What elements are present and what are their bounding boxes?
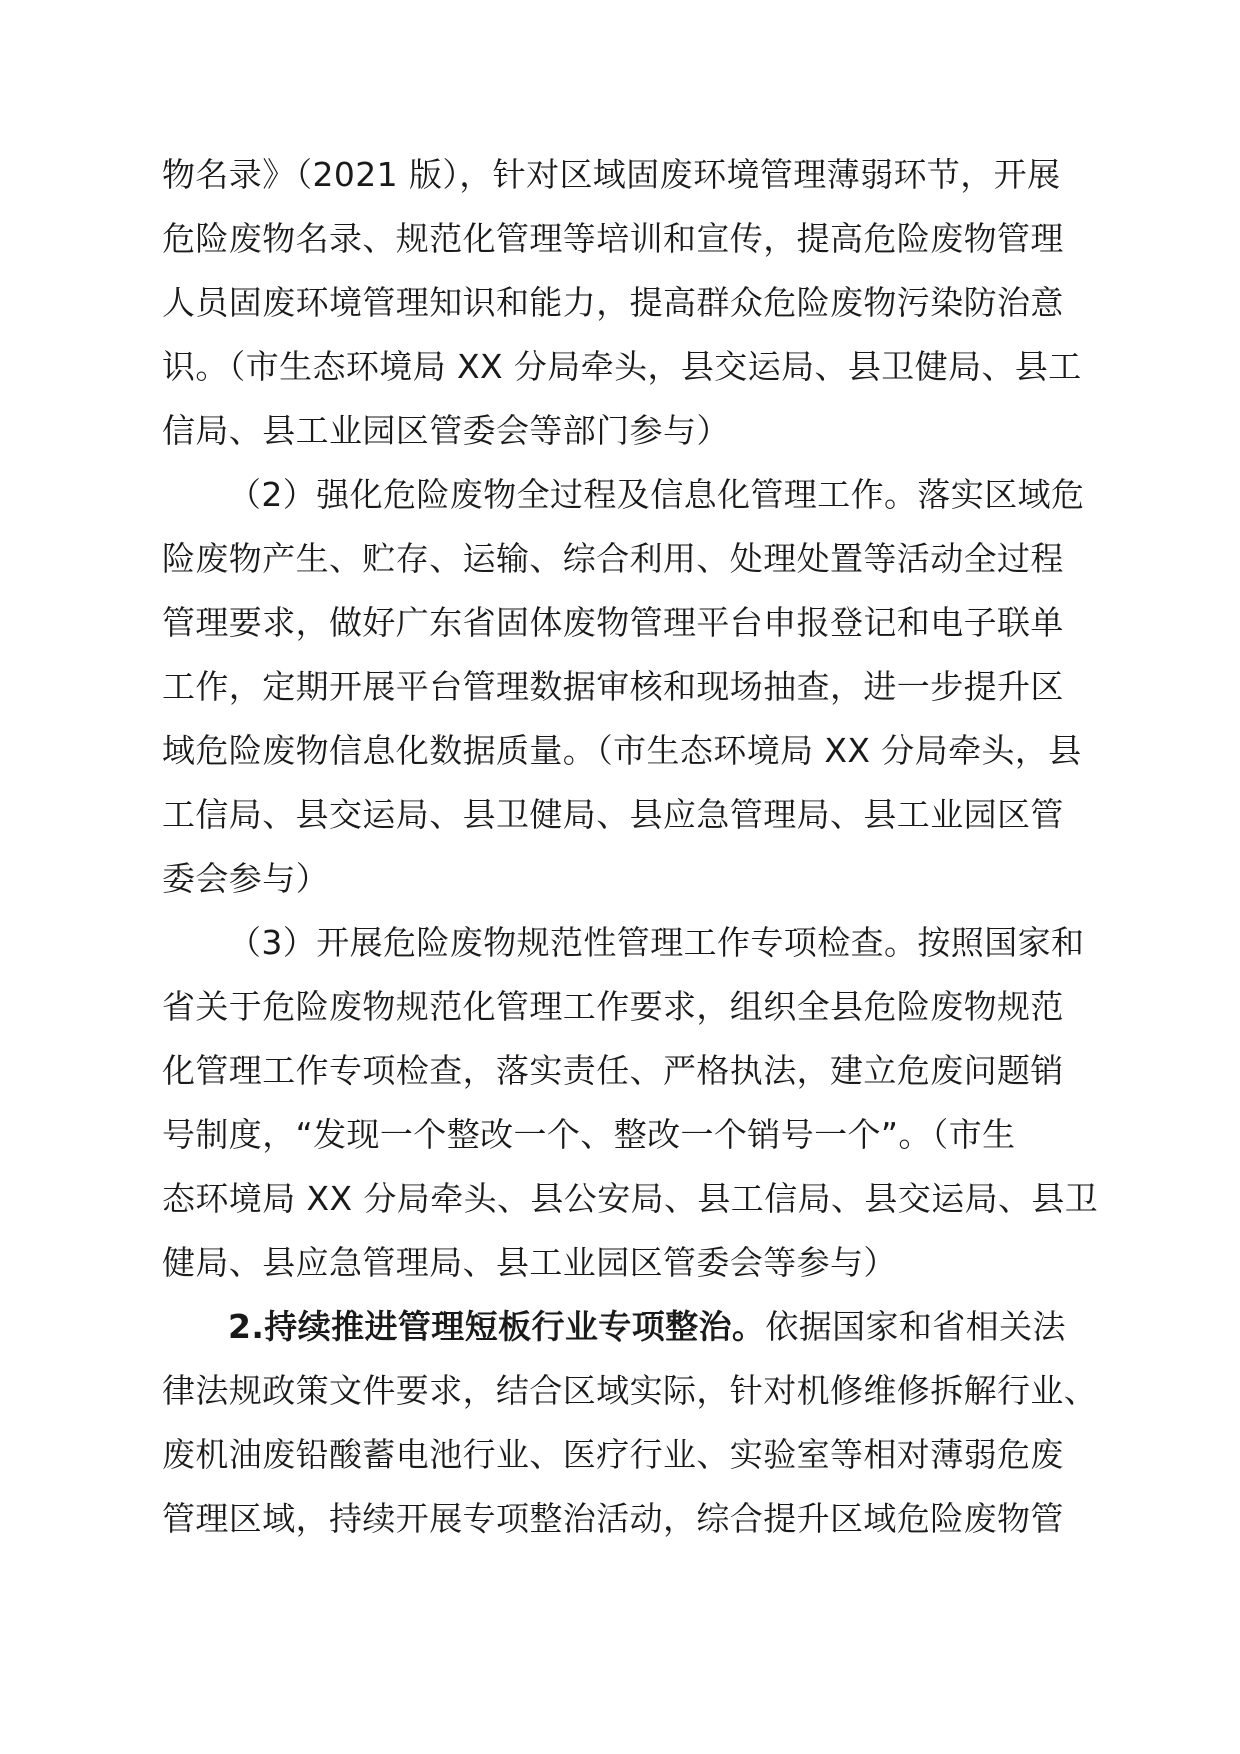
paragraph-line: 律法规政策文件要求，结合区域实际，针对机修维修拆解行业、 — [162, 1371, 1098, 1410]
paragraph-line: 管理区域，持续开展专项整治活动，综合提升区域危险废物管 — [162, 1499, 1064, 1538]
section-heading-rest: 依据国家和省相关法 — [765, 1307, 1066, 1346]
paragraph-line: 号制度，“发现一个整改一个、整改一个销号一个”。（市生 — [162, 1115, 1016, 1154]
section-heading-line — [228, 1307, 1066, 1347]
paragraph-line: 省关于危险废物规范化管理工作要求，组织全县危险废物规范 — [162, 987, 1064, 1026]
paragraph-line: 危险废物名录、规范化管理等培训和宣传，提高危险废物管理 — [162, 219, 1064, 258]
paragraph-line: 工信局、县交运局、县卫健局、县应急管理局、县工业园区管 — [162, 795, 1064, 834]
paragraph-line: 险废物产生、贮存、运输、综合利用、处理处置等活动全过程 — [162, 539, 1064, 578]
paragraph-line: 人员固废环境管理知识和能力，提高群众危险废物污染防治意 — [162, 283, 1064, 322]
paragraph-line: 委会参与） — [162, 859, 329, 898]
paragraph-line: 管理要求，做好广东省固体废物管理平台申报登记和电子联单 — [162, 603, 1064, 642]
paragraph-line: 识。（市生态环境局 XX 分局牵头，县交运局、县卫健局、县工 — [162, 347, 1082, 386]
paragraph-line: 健局、县应急管理局、县工业园区管委会等参与） — [162, 1243, 897, 1282]
section-heading: 2.持续推进管理短板行业专项整治。 — [228, 1307, 766, 1346]
paragraph-line: 废机油废铅酸蓄电池行业、医疗行业、实验室等相对薄弱危废 — [162, 1435, 1064, 1474]
paragraph-line: 态环境局 XX 分局牵头、县公安局、县工信局、县交运局、县卫 — [162, 1179, 1099, 1218]
paragraph-line: 信局、县工业园区管委会等部门参与） — [162, 411, 730, 450]
paragraph-line: 域危险废物信息化数据质量。（市生态环境局 XX 分局牵头，县 — [162, 731, 1082, 770]
paragraph-line: 工作，定期开展平台管理数据审核和现场抽查，进一步提升区 — [162, 667, 1064, 706]
paragraph-line: （2）强化危险废物全过程及信息化管理工作。落实区域危 — [228, 475, 1085, 514]
paragraph-line: 化管理工作专项检查，落实责任、严格执法，建立危废问题销 — [162, 1051, 1064, 1090]
paragraph-line: 物名录》（2021 版），针对区域固废环境管理薄弱环节，开展 — [162, 155, 1061, 194]
paragraph-line: （3）开展危险废物规范性管理工作专项检查。按照国家和 — [228, 923, 1085, 962]
